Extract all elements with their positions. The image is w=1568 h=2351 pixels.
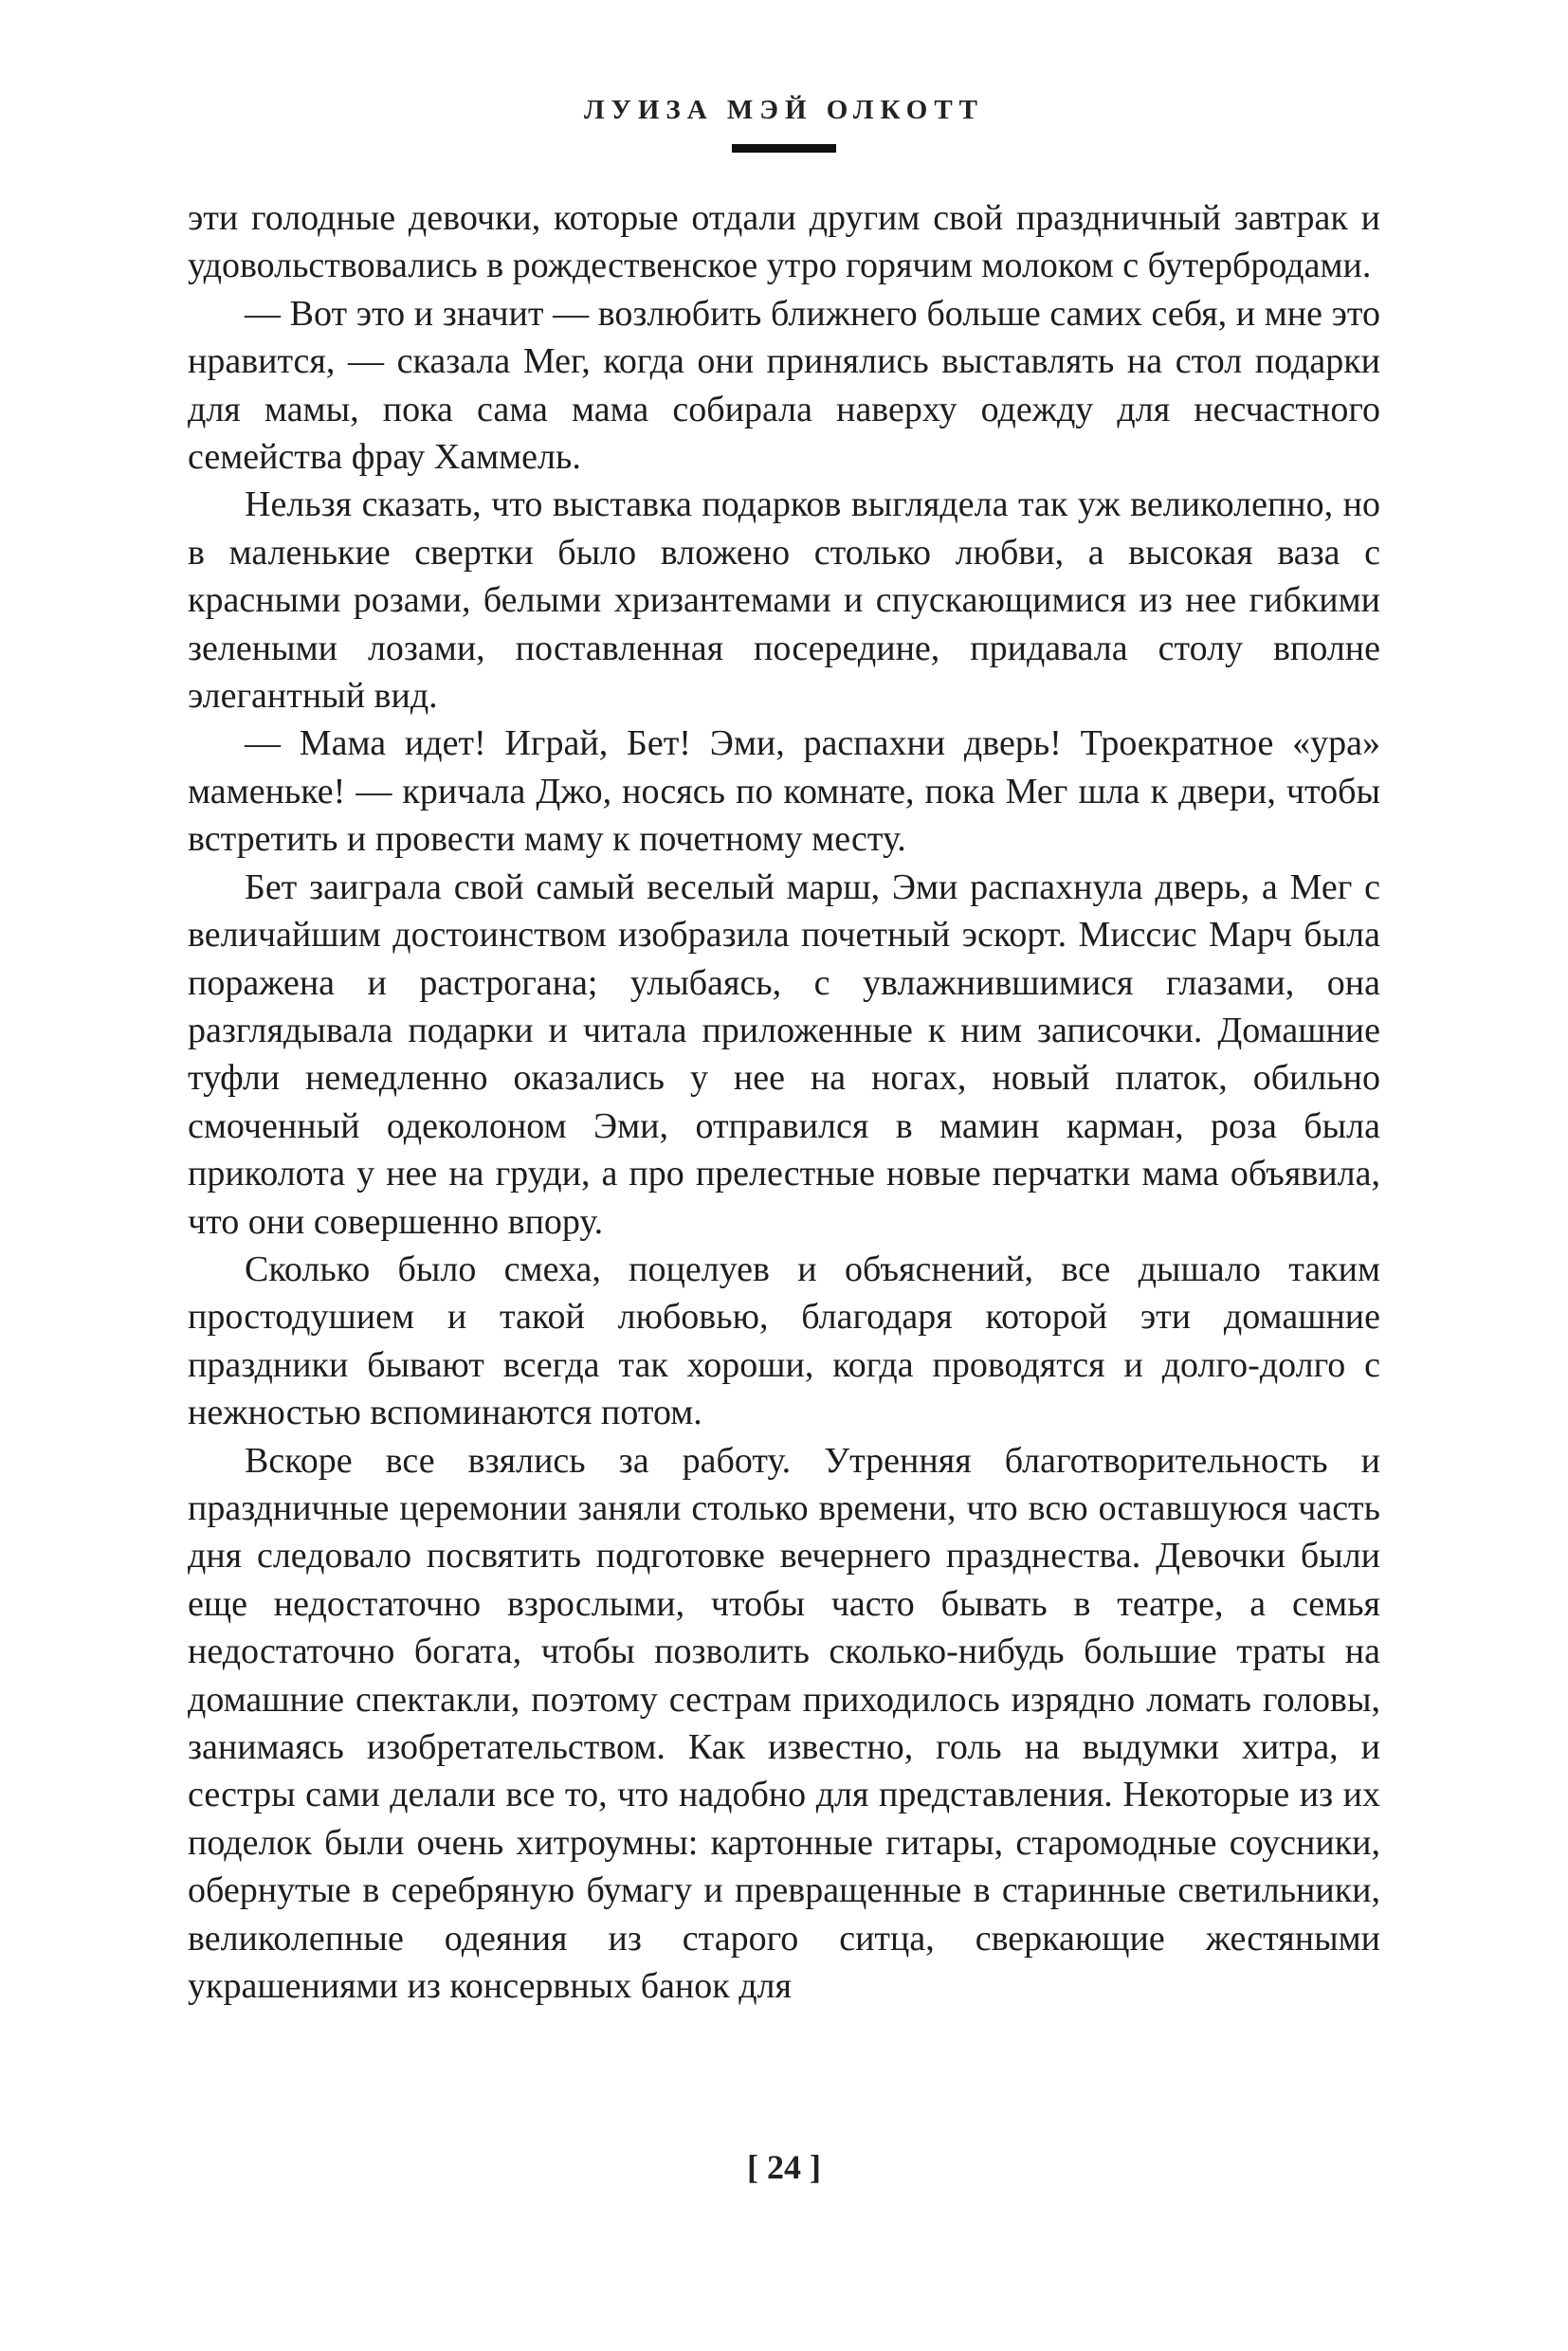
running-head: ЛУИЗА МЭЙ ОЛКОТТ bbox=[583, 95, 985, 125]
paragraph: Вскоре все взялись за работу. Утренняя благотворительность и праздничные церемонии заняли столько времени, что всю оставшуюся часть дня следовало посвятить подготовке вечернего празднества. Девочки были еще недостаточно взрослыми, чтобы часто бывать в театре, а семья недостаточно богата, чтобы позволить сколько-нибудь большие траты на домашние спектакли, поэтому сестрам приходилось изрядно ломать головы, занимаясь изобретательством. Как известно, голь на выдумки хитра, и сестры сами делали все то, что надобно для представления. Некоторые из их поделок были очень хитроумны: картонные гитары, старомодные соусники, обернутые в серебряную бумагу и превращенные в старинные светильники, великолепные одеяния из старого ситца, сверкающие жестяными украшениями из консервных банок для bbox=[188, 1440, 1380, 2007]
page-number: [ 24 ] bbox=[747, 2148, 821, 2186]
paragraph: Нельзя сказать, что выставка подарков выглядела так уж великолепно, но в маленькие свертки было вложено столько любви, а высокая ваза с красными розами, белыми хризантемами и спускающимися из нее гибкими зелеными лозами, поставленная посередине, придавала столу вполне элегантный вид. bbox=[188, 484, 1380, 717]
header-rule bbox=[732, 144, 836, 153]
paragraph: — Мама идет! Играй, Бет! Эми, распахни дверь! Троекратное «ура» маменьке! — кричала Джо, носясь по комнате, пока Мег шла к двери, чтобы встретить и провести маму к почетному месту. bbox=[188, 723, 1380, 860]
paragraph: — Вот это и значит — возлюбить ближнего больше самих себя, и мне это нравится, — сказала Мег, когда они принялись выставлять на стол подарки для мамы, пока сама мама собирала наверху одежду для несчастного семейства фрау Хаммель. bbox=[188, 293, 1380, 478]
paragraph: эти голодные девочки, которые отдали другим свой праздничный завтрак и удовольствовались в рождественское утро горячим молоком с бутербродами. bbox=[188, 198, 1380, 286]
paragraph: Сколько было смеха, поцелуев и объяснений, все дышало таким простодушием и такой любовью, благодаря которой эти домашние праздники бывают всегда так хороши, когда проводятся и долго-долго с нежностью вспоминаются потом. bbox=[188, 1248, 1380, 1433]
paragraph: Бет заиграла свой самый веселый марш, Эми распахнула дверь, а Мег с величайшим достоинством изобразила почетный эскорт. Миссис Марч была поражена и растрогана; улыбаясь, с увлажнившимися глазами, она разглядывала подарки и читала приложенные к ним записочки. Домашние туфли немедленно оказались у нее на ногах, новый платок, обильно смоченный одеколоном Эми, отправился в мамин карман, роза была приколота у нее на груди, а про прелестные новые перчатки мама объявила, что они совершенно впору. bbox=[188, 866, 1380, 1242]
body-text bbox=[188, 194, 1380, 2010]
